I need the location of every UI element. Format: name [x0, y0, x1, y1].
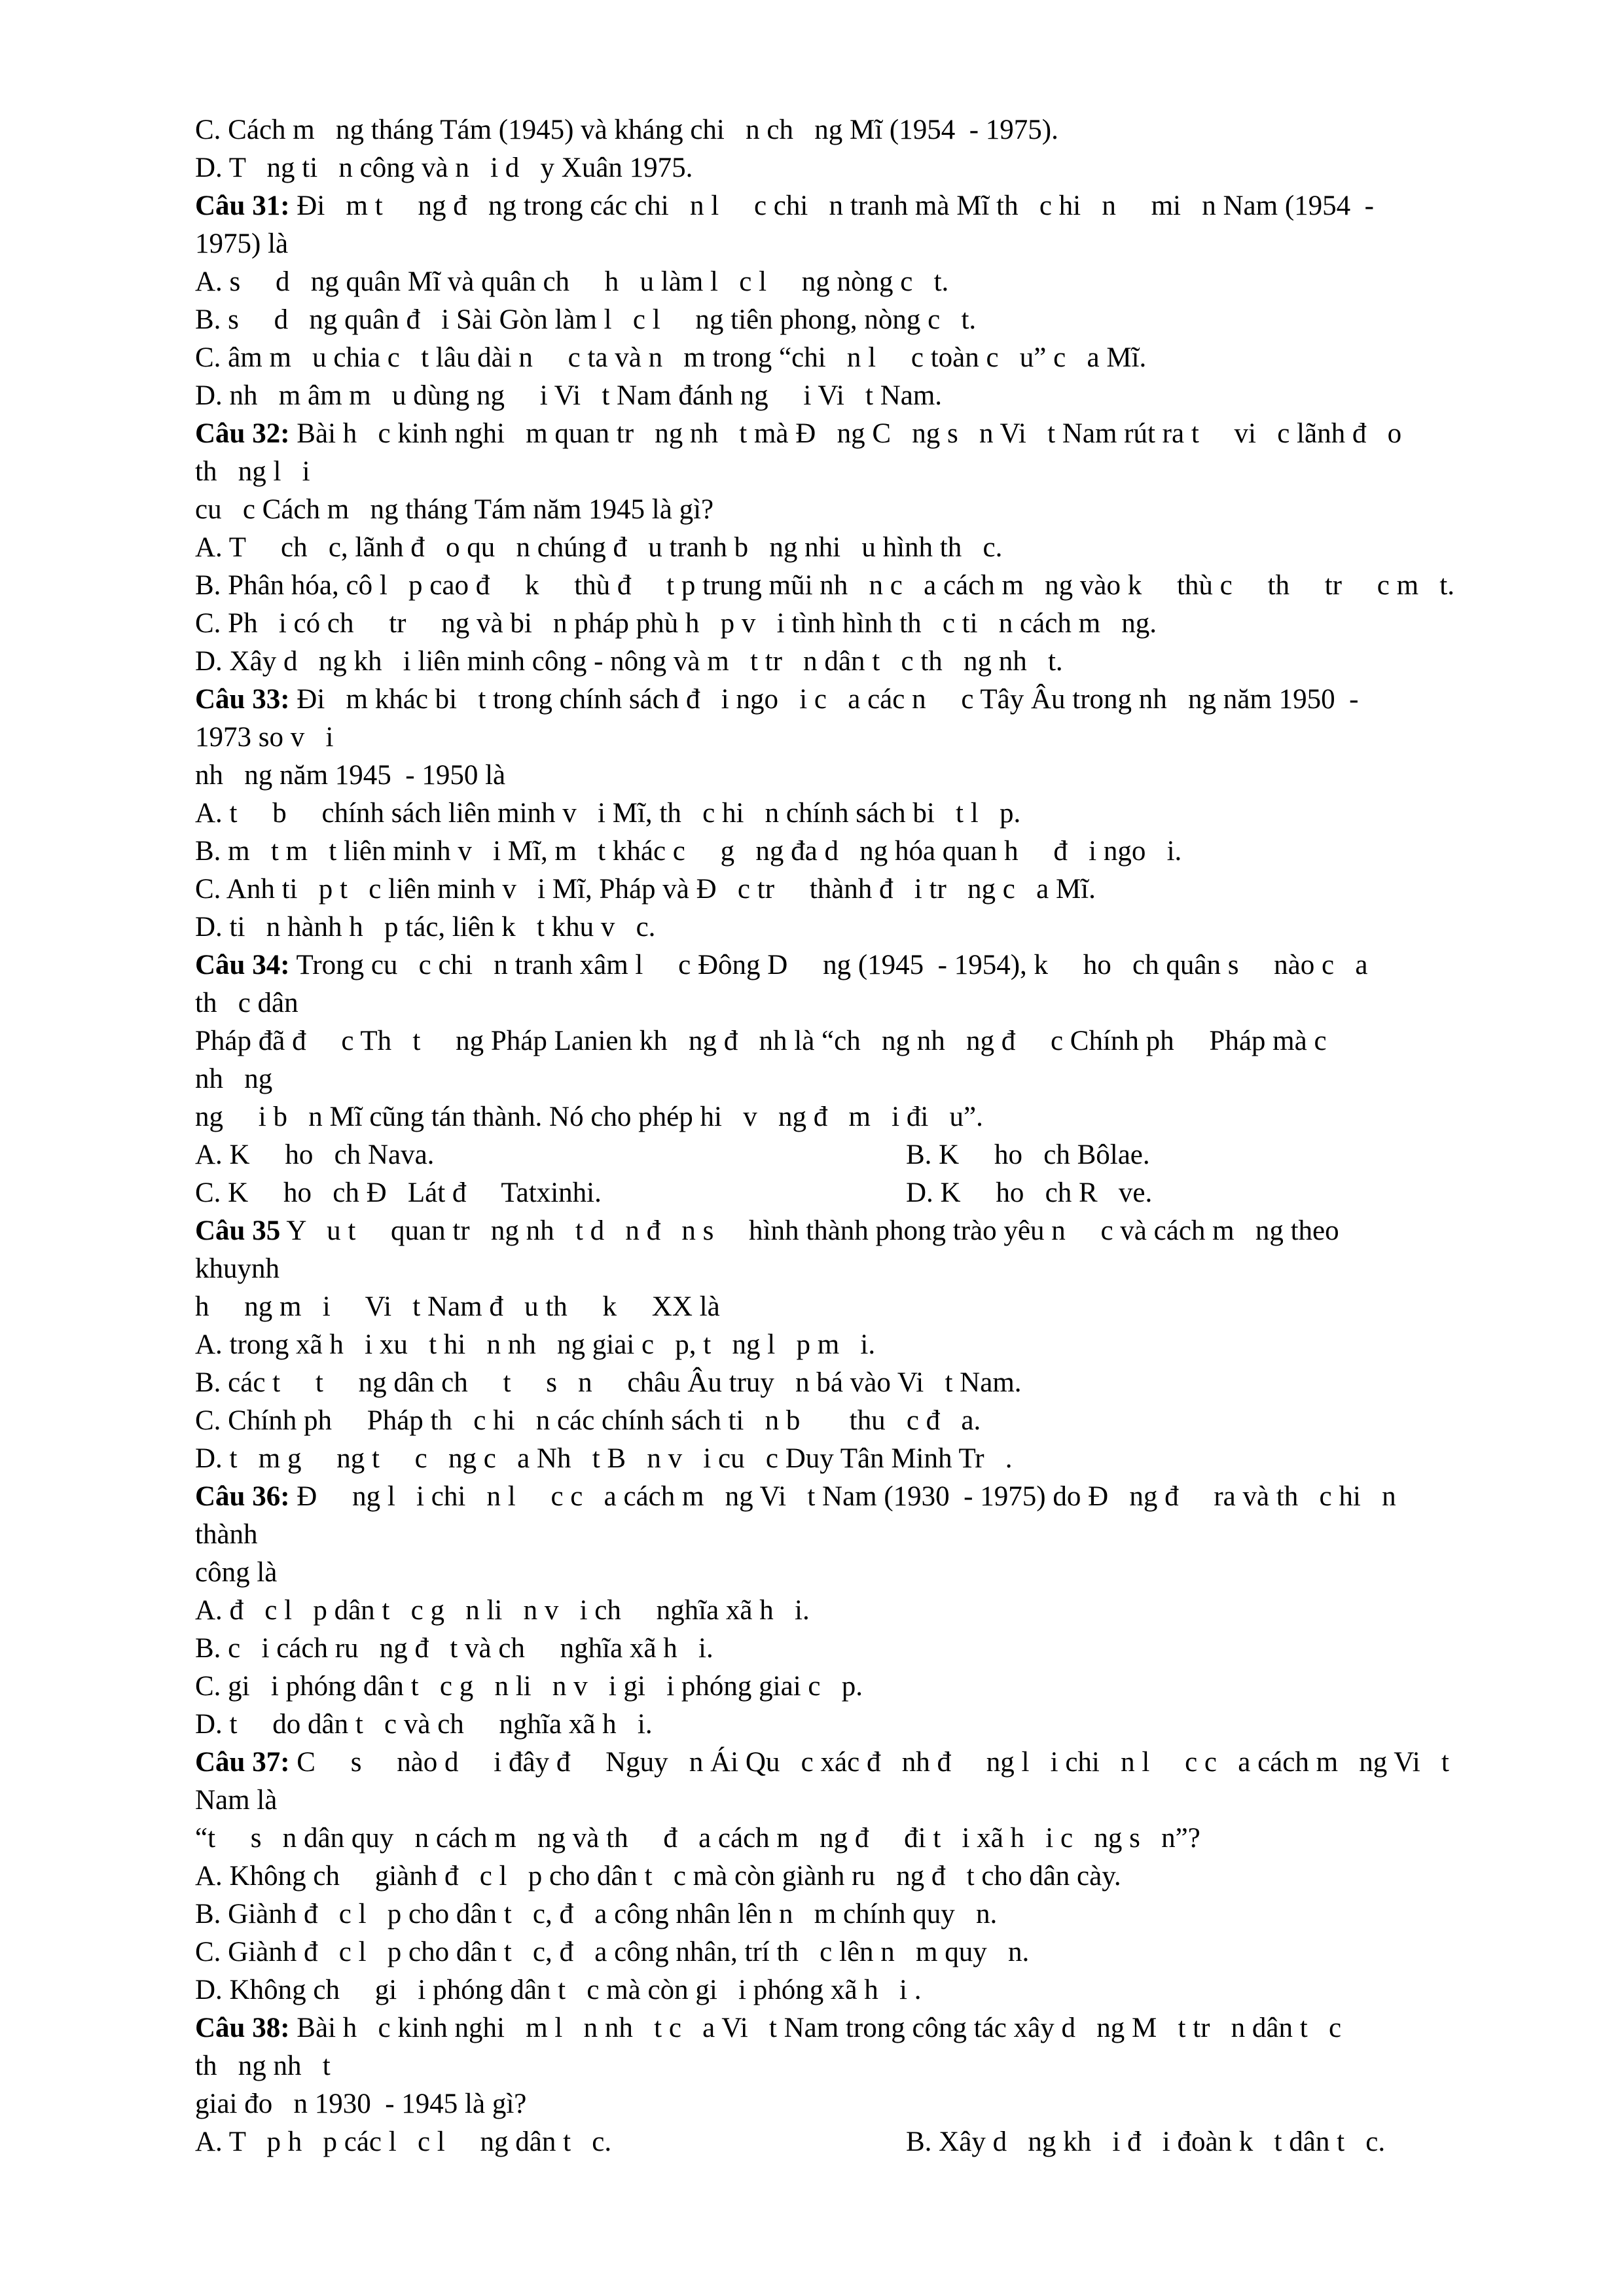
answer-option: D. nh m âm m u dùng ng i Vi t Nam đánh ng i Vi t Nam. [195, 380, 943, 411]
question-text: C s nào d i đây đ Nguy n Ái Qu c xác đ nh đ ng l i chi n l c c a cách m ng Vi t [289, 1747, 1449, 1778]
answer-option: D. ti n hành h p tác, liên k t khu v c. [195, 912, 656, 942]
answer-option: C. âm m u chia c t lâu dài n c ta và n m trong “chi n l c toàn c u” c a Mĩ. [195, 342, 1147, 373]
question-37-stem [195, 1744, 1491, 1782]
text-line: h ng m i Vi t Nam đ u th k XX là [195, 1291, 720, 1322]
question-31-stem [195, 187, 1491, 225]
answer-option: B. Xây d ng kh i đ i đoàn k t dân t c. [906, 2126, 1386, 2157]
document-page [195, 111, 1491, 2161]
text-line: Nam là [195, 1785, 278, 1816]
text-line: công là [195, 1557, 278, 1588]
answer-option: B. Giành đ c l p cho dân t c, đ a công nhân lên n m chính quy n. [195, 1899, 998, 1929]
question-34-stem [195, 946, 1491, 984]
text-line: giai đo n 1930 - 1945 là gì? [195, 2089, 527, 2119]
text-line: thành [195, 1519, 258, 1550]
answer-option: B. K ho ch Bôlae. [906, 1139, 1150, 1170]
question-label: Câu 35 [195, 1215, 281, 1246]
text-line: khuynh [195, 1253, 280, 1284]
question-label: Câu 38: [195, 2013, 290, 2043]
answer-option: A. T ch c, lãnh đ o qu n chúng đ u tranh b ng nhi u hình th c. [195, 532, 1003, 563]
answer-option: B. s d ng quân đ i Sài Gòn làm l c l ng tiên phong, nòng c t. [195, 304, 977, 335]
text-line: nh ng [195, 1064, 273, 1094]
question-35-stem [195, 1212, 1491, 1250]
text-line: th ng nh t [195, 2051, 331, 2081]
answer-option: A. T p h p các l c l ng dân t c. [195, 2126, 612, 2157]
text-line: nh ng năm 1945 - 1950 là [195, 760, 506, 791]
question-text: Đi m khác bi t trong chính sách đ i ngo i c a các n c Tây Âu trong nh ng năm 1950 - [289, 684, 1359, 715]
question-label: Câu 37: [195, 1747, 290, 1778]
question-label: Câu 33: [195, 684, 290, 715]
text-line: ng i b n Mĩ cũng tán thành. Nó cho phép hi v ng đ m i đi u”. [195, 1102, 983, 1132]
text-line: C. Cách m ng tháng Tám (1945) và kháng chi n ch ng Mĩ (1954 - 1975). [195, 115, 1058, 145]
question-label: Câu 34: [195, 950, 290, 980]
question-32-stem [195, 415, 1491, 453]
answer-row [195, 1136, 1491, 1174]
answer-option: A. s d ng quân Mĩ và quân ch h u làm l c l ng nòng c t. [195, 266, 949, 297]
answer-row [195, 1174, 1491, 1212]
answer-option: D. K ho ch R ve. [906, 1177, 1153, 1208]
answer-option: B. các t t ng dân ch t s n châu Âu truy n bá vào Vi t Nam. [195, 1367, 1022, 1398]
question-text: Trong cu c chi n tranh xâm l c Đông D ng (1945 - 1954), k ho ch quân s nào c a [289, 950, 1368, 980]
answer-option: C. Giành đ c l p cho dân t c, đ a công nhân, trí th c lên n m quy n. [195, 1937, 1030, 1967]
question-33-stem [195, 681, 1491, 719]
answer-option: D. Không ch gi i phóng dân t c mà còn gi i phóng xã h i . [195, 1975, 922, 2005]
answer-row [195, 2123, 1491, 2161]
answer-option: A. t b chính sách liên minh v i Mĩ, th c hi n chính sách bi t l p. [195, 798, 1021, 829]
answer-option: A. K ho ch Nava. [195, 1139, 435, 1170]
text-line: Pháp đã đ c Th t ng Pháp Lanien kh ng đ nh là “ch ng nh ng đ c Chính ph Pháp mà c [195, 1026, 1348, 1056]
answer-option: C. K ho ch Đ Lát đ Tatxinhi. [195, 1177, 602, 1208]
question-label: Câu 31: [195, 190, 290, 221]
answer-option: A. trong xã h i xu t hi n nh ng giai c p, t ng l p m i. [195, 1329, 876, 1360]
text-line: “t s n dân quy n cách m ng và th đ a cách m ng đ đi t i xã h i c ng s n”? [195, 1823, 1200, 1854]
text-line: 1975) là [195, 228, 289, 259]
question-label: Câu 32: [195, 418, 290, 449]
question-text: Đi m t ng đ ng trong các chi n l c chi n tranh mà Mĩ th c hi n mi n Nam (1954 - [289, 190, 1374, 221]
question-text: Đ ng l i chi n l c c a cách m ng Vi t Nam (1930 - 1975) do Đ ng đ ra và th c hi n [289, 1481, 1396, 1512]
answer-option: B. c i cách ru ng đ t và ch nghĩa xã h i. [195, 1633, 713, 1664]
question-38-stem [195, 2009, 1491, 2047]
text-line: cu c Cách m ng tháng Tám năm 1945 là gì? [195, 494, 714, 525]
answer-option: A. đ c l p dân t c g n li n v i ch nghĩa xã h i. [195, 1595, 810, 1626]
text-line: 1973 so v i [195, 722, 334, 753]
answer-option: D. Xây d ng kh i liên minh công - nông và m t tr n dân t c th ng nh t. [195, 646, 1063, 677]
text-line: th c dân [195, 988, 298, 1018]
answer-option: C. Anh ti p t c liên minh v i Mĩ, Pháp và Đ c tr thành đ i tr ng c a Mĩ. [195, 874, 1096, 905]
answer-option: C. Ph i có ch tr ng và bi n pháp phù h p v i tình hình th c ti n cách m ng. [195, 608, 1157, 639]
answer-option: C. Chính ph Pháp th c hi n các chính sách ti n b thu c đ a. [195, 1405, 981, 1436]
question-36-stem [195, 1478, 1491, 1516]
question-label: Câu 36: [195, 1481, 290, 1512]
question-text: Bài h c kinh nghi m quan tr ng nh t mà Đ ng C ng s n Vi t Nam rút ra t vi c lãnh đ o [289, 418, 1402, 449]
text-line: D. T ng ti n công và n i d y Xuân 1975. [195, 152, 693, 183]
question-text: Bài h c kinh nghi m l n nh t c a Vi t Nam trong công tác xây d ng M t tr n dân t c [289, 2013, 1342, 2043]
answer-option: B. Phân hóa, cô l p cao đ k thù đ t p trung mũi nh n c a cách m ng vào k thù c th tr c m t. [195, 570, 1454, 601]
answer-option: A. Không ch giành đ c l p cho dân t c mà còn giành ru ng đ t cho dân cày. [195, 1861, 1121, 1892]
text-line: th ng l i [195, 456, 310, 487]
answer-option: D. t do dân t c và ch nghĩa xã h i. [195, 1709, 653, 1740]
question-text: Y u t quan tr ng nh t d n đ n s hình thành phong trào yêu n c và cách m ng theo [280, 1215, 1339, 1246]
answer-option: B. m t m t liên minh v i Mĩ, m t khác c g ng đa d ng hóa quan h đ i ngo i. [195, 836, 1182, 867]
answer-option: D. t m g ng t c ng c a Nh t B n v i cu c Duy Tân Minh Tr . [195, 1443, 1013, 1474]
answer-option: C. gi i phóng dân t c g n li n v i gi i phóng giai c p. [195, 1671, 863, 1702]
